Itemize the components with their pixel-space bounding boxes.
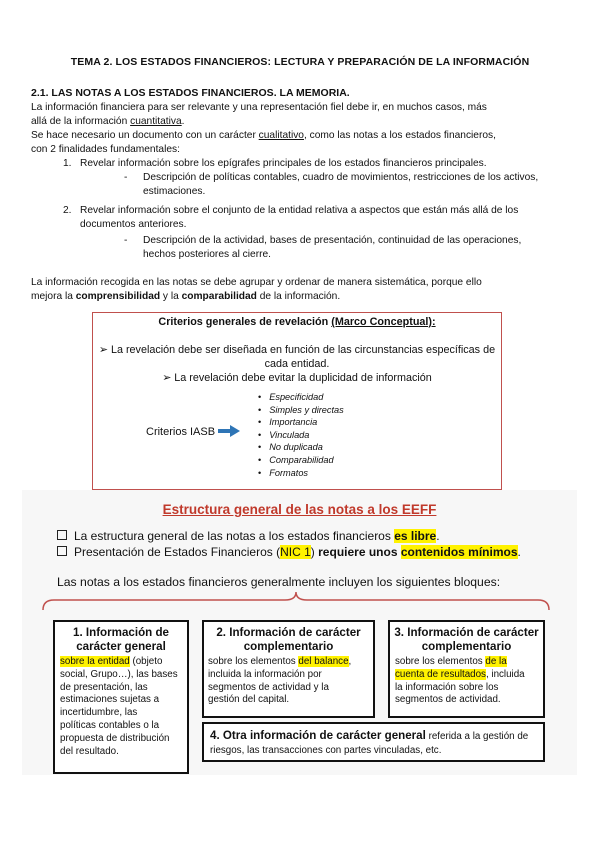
iasb-criteria-list	[258, 391, 344, 479]
paragraph-3-line-2: mejora la comprensibilidad y la comparabilidad de la información.	[31, 290, 341, 302]
curly-brace-icon	[40, 590, 552, 614]
list-item-2-sub: Descripción de la actividad, bases de presentación, continuidad de las operaciones, hechos posteriores al cierre.	[143, 235, 522, 260]
arrow-bullet-icon: ➢	[162, 372, 175, 384]
arrow-bullet-icon: ➢	[98, 344, 111, 356]
iasb-criterion-item: • Simples y directas	[258, 404, 344, 417]
check-item-1: La estructura general de las notas a los estados financieros es libre.	[57, 529, 440, 544]
iasb-criterion-item: • Comparabilidad	[258, 454, 344, 467]
paragraph-3-line-1: La información recogida en las notas se debe agrupar y ordenar de manera sistemática, porque ello	[31, 277, 482, 288]
paragraph-2	[31, 129, 571, 156]
iasb-criterion-item: • Especificidad	[258, 391, 344, 404]
list-item-2: Revelar información sobre el conjunto de la entidad relativa a aspectos que están más allá de los documentos anteriores.	[80, 205, 519, 230]
paragraph-1-line-2: allá de la información cuantitativa.	[31, 115, 185, 127]
card-other-info: 4. Otra información de carácter general referida a la gestión de riesgos, las transacciones con partes vinculadas, etc.	[202, 722, 545, 762]
eeff-title: Estructura general de las notas a los EEFF	[162, 502, 437, 517]
page-title: TEMA 2. LOS ESTADOS FINANCIEROS: LECTURA Y PREPARACIÓN DE LA INFORMACIÓN	[70, 56, 530, 68]
criterios-bullet-1: ➢ La revelación debe ser diseñada en función de las circunstancias específicas de cada entidad.	[98, 344, 496, 370]
paragraph-3	[31, 276, 571, 303]
check-item-2: Presentación de Estados Financieros (NIC 1) requiere unos contenidos mínimos.	[57, 545, 521, 560]
list-number-1: 1.	[63, 158, 72, 169]
iasb-criterion-item: • Formatos	[258, 467, 344, 480]
dash-icon: -	[124, 235, 128, 246]
iasb-criterion-item: • No duplicada	[258, 441, 344, 454]
paragraph-1-line-1: La información financiera para ser relevante y una representación fiel debe ir, en muchos casos, más	[31, 102, 487, 113]
checkbox-icon	[57, 530, 67, 540]
list-item-1-sub: Descripción de políticas contables, cuadro de movimientos, restricciones de los activos, estimaciones.	[143, 172, 539, 197]
right-arrow-icon	[218, 425, 240, 437]
checkbox-icon	[57, 546, 67, 556]
card-balance-info: 2. Información de carácter complementario sobre los elementos del balance, incluida la información por segmentos de actividad y la gestión del capital.	[202, 620, 375, 718]
iasb-label: Criterios IASB	[146, 426, 216, 438]
section-heading: 2.1. LAS NOTAS A LOS ESTADOS FINANCIEROS. LA MEMORIA.	[31, 87, 350, 99]
paragraph-2-line-2: con 2 finalidades fundamentales:	[31, 143, 180, 155]
criterios-title: Criterios generales de revelación (Marco Conceptual):	[158, 316, 436, 328]
dash-icon: -	[124, 172, 128, 183]
criterios-bullet-2: ➢ La revelación debe evitar la duplicidad de información	[162, 372, 432, 384]
iasb-criterion-item: • Vinculada	[258, 429, 344, 442]
iasb-criterion-item: • Importancia	[258, 416, 344, 429]
eeff-intro: Las notas a los estados financieros generalmente incluyen los siguientes bloques:	[57, 575, 501, 589]
card-general-info: 1. Información de carácter general sobre la entidad (objeto social, Grupo…), las bases de presentación, las estimaciones sujetas a incertidumbre, las políticas contables o la propuesta de distribución del resultado.	[53, 620, 189, 774]
paragraph-2-line-1: Se hace necesario un documento con un carácter cualitativo, como las notas a los estados financieros,	[31, 130, 496, 141]
list-item-1: Revelar información sobre los epígrafes principales de los estados financieros principales.	[80, 158, 487, 169]
paragraph-1	[31, 101, 571, 128]
card-results-info: 3. Información de carácter complementario sobre los elementos de la cuenta de resultados, incluida la información sobre los segmentos de actividad.	[388, 620, 545, 718]
list-number-2: 2.	[63, 205, 72, 216]
